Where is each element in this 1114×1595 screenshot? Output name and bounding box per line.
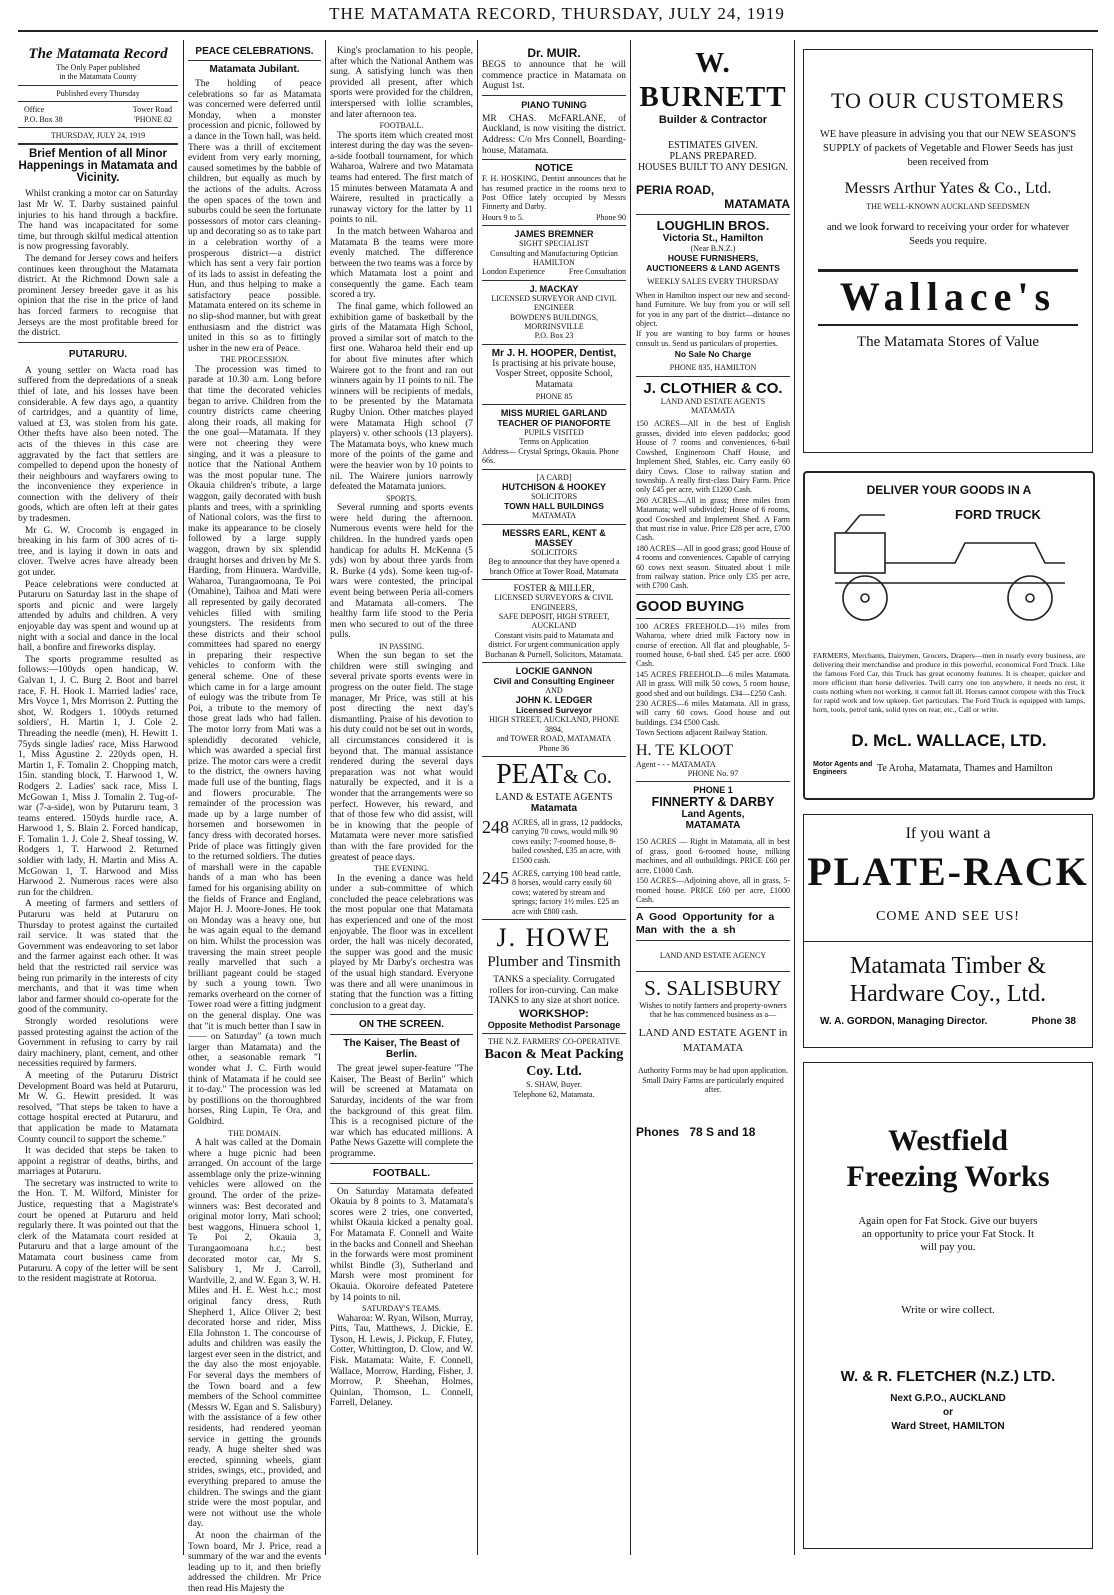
ad-piano-text: MR CHAS. McFARLANE, of Auckland, is now visiting the district. Address: C/o Mrs Connell, Boarding-house, Matamata. [482,113,626,156]
ad-mackay-name: J. MACKAY [529,283,579,294]
paragraph: At noon the chairman of the Town board, Mr J. Price, read a summary of the war and the events leading up to it, and then briefly addressed the children. Mr Price then read His Majesty the [188,1530,321,1594]
paragraph: Waharoa: W. Ryan, Wilson, Murray, Pitts, Tau, Matthews, J. Dickie, E. Tyson, H. Lewis, J. Pickup, F. Flutey, Cotter, Whittington, D. Clow, and W. Fisk. Matamata: Waite, F. Connell, Wallace, Morrow, Harding, Fisher, J. Morrow, P. Sheehan, Holmes, Quinlan, Thomson, L. Connell, Farrell, Delaney. [330,1313,473,1409]
ad-westfield-write: Write or wire collect. [901,1304,995,1316]
paragraph: When the sun began to set the children were still swinging and several private sports events were in progress on the outer field. The stage manager, Mr Price, was still at his post directing the next day's dismantling. Praise of his devotion to his duty could not be set out in words, all circumstances considered it is beyond that. The manual assistance rendered during the several days preparation was not what would naturally be expected, and it is a wonder that the arrangements were so perfect. However, his reward, and that of those few who did assist, will be in knowing that the people of Matamata were never more satisfied than with the fare provided for the greatest of peace days. [330,651,473,863]
paragraph: The sports programme resulted as follows:—100yds open handicap, W. Galvan 1, J. C. Burg 2. Boot and barrel race, F. H. Hook 1. Married ladies' race, Mrs Voyce 1, Mrs Morrison 2. Putting the shot, W. Rodgers 1. 100yds returned soldiers', H. Martin 1, J. Cole 2. Threading the needle (men), H. Hewitt 1. 75yds single ladies' race, Miss Harwood 1, Miss Agustine 2. 220yds open, H. Martin 1, F. Tomalin 2. Chopping match, 15in. standing block, T. Harwood 1, W. Rodgers 2. Ladies' sack race, Miss I. McGowan 1, Miss J. Tomalin 2. Tug-of-war (7-a-side), won by Putaruru team, 3 teams entered. 150yds hurdle race, A. Harwood 1, S. Blain 2. Forced handicap, F. Tomalin 1. J. Cole 2. Sheaf tossing, W. Rodgers 1, T. Harwood 2. Returned soldier with lady, H. Martin and Miss A. McGowan 1, T. Harwood and Miss Harwood 2. Numerous races were also run for the children. [18,654,178,898]
ad-kloot-phone: PHONE No. 97 [687,769,739,779]
paragraph: The final game, which followed an exhibition game of basketball by the girls of the Matamata High School, proved a similar sort of match to the first one. Waharoa held their end up for about five minutes after which Wairere got to the front and ran out winners again by 11 points to nil. The winners will be recipients of medals, to be presented by the Matamata Rugby Union. Other matches played were Matamata High school (7 players) v. other schools (13 players). The Matamata boys, who knew much more of the points of the game and were the heavier won by 10 points to nil. The Wairere juniors narrowly defeated the Matamata juniors. [330,302,473,493]
ad-salisbury-small: Small Dairy Farms are particularly enquired after. [642,1075,784,1095]
subheading: FOOTBALL. [379,121,424,131]
ad-peat-co: & Co. [563,765,612,788]
ad-timber-director: W. A. GORDON, Managing Director. [820,1016,988,1027]
paragraph: The secretary was instructed to write to the Hon. T. M. Wilford, Minister for Justice, requesting that a Magistrate's court be opened at Putaruru and held regularly there. It was pointed out that the clerk of the Matamata court resided at Putaruru and that a large amount of the Matamata court business came from Putaruru. A copy of the letter will be sent to the resident magistrate at Rotorua. [18,1178,178,1285]
ad-notice-text: F. H. HOSKING, Dentist announces that he has resumed practice in the rooms next to Post Office lately occupied by Messrs Finnerty and Darby. [482,174,626,212]
ad-howe-text: TANKS a speciality. Corrugated rollers for iron-curving. Can make TANKS to any size at short notice. [488,975,620,1007]
paragraph: The demand for Jersey cows and heifers continues keen throughout the Matamata district. At the Richmond Down sale a prominent Jersey breeder gave it as his opinion that the rise in the price of land has forced farmers to recognise that Jerseys are the most profitable breed for the district. [18,254,178,339]
ad-burnett-name: W. BURNETT [639,47,787,113]
column-rule [794,40,795,1555]
ad-fd-listing: 150 ACRES — Right in Matamata, all in best of grass, good 6-roomed house, milking machines, and all outbuildings. PRICE £60 per acre, £1000 Cash. [636,837,790,875]
ad-garland-pupils: PUPILS VISITED [524,428,584,438]
tagline: in the Matamata County [59,72,137,82]
ad-salisbury-phones: Phones 78 S and 18 [636,1124,756,1139]
ad-ekm-text: Beg to announce that they have opened a branch Office at Tower Road, Matamata [488,557,620,576]
masthead: THE MATAMATA RECORD, THURSDAY, JULY 24, 1919 [329,4,785,23]
ad-fm-name: FOSTER & MILLER, [513,583,595,594]
ad-burnett-line: ESTIMATES GIVEN. [668,140,758,151]
subheading: SATURDAY'S TEAMS. [362,1304,441,1314]
ad-box-ford [803,471,1095,800]
ad-card: [A CARD] [536,472,572,482]
paragraph: It was decided that steps be taken to appoint a registrar of deaths, births, and marriages at Putaruru. [18,1146,178,1178]
paragraph: The holding of peace celebrations so far as Matamata was concerned were deferred until Monday, when a monster procession and picnic, followed by a dance in the Town hall, was held. There was a thrill of excitement evident from very early morning, caused sometimes by the babble of children, but equally as much by the actions of the adults. Across the open spaces of the town and suburbs could be seen the fortunate possessors of motor cars cleaning-up and decorating so as to take part in a celebration worthy of a prosperous district—a district which has sent a very fair portion of its lads to assist in defeating the Hun, and thus helping to make a satisfactory peace possible. Matamata entered on its scheme in no slip-shod manner, but with great enthusiasm and the district was united in this so as to fittingly usher in the new era of Peace. [188,79,321,354]
ad-clothier-listing: 260 ACRES—All in grass; three miles from Matamata; well subdivided; House of 6 rooms, good Cowshed and Implement Shed. A Farm that must rise in value. Price £28 per acre, £700 Cash. [636,495,790,543]
ad-westfield-firm: W. & R. FLETCHER (N.Z.) LTD. [840,1368,1056,1385]
ad-box-timber [803,814,1093,1048]
ad-fd-title: Land Agents, [681,809,745,821]
paragraph: The procession was timed to parade at 10.30 a.m. Long before that time the decorated vehicles began to arrive. Children from the country districts came cheering along their roads, all making for the one goal—Matamata. If they were not cheering they were singing, and it was a pleasure to notice that the National Anthem was the most popular tune. The Okauia children's tribute, a large waggon, gaily decorated with bush plants and trees, with a sprinkling of National colors, was the first to make its appearance to be closely followed by a large supply waggon, drawn by six splendid draught horses and driven by Mr S. Harding, from Hinuera. Wardville, Waharoa, Turangaomoana, Te Poi (Omahine), Taihoa and Mati were all represented by gaily decorated vehicles filled with smiling youngsters. The residents from these districts and their school committees had spared no energy in preparing their respective vehicles to conform with the general scheme. One of these which came in for a large amount of eulogy was the tribute from Te Poi, a tribute to the memory of those great lads who had fallen. The motor lorry from Mati was a splendidly decorated vehicle, which was awarded a special first prize. The motor cars were a credit to the district, the owners having made full use of the bunting, flags and flowers procurable. The remainder of the procession was made up by a large number of horsemen and horsewomen in fancy dress with decorated horses. Pride of place was fittingly given to the returned soldiers. The duties of marshall were in the capable hands of a man who has been famed for his organising ability on the fields of France and England, Major H. J. Moore-Jones. He took on Monday was a heavy one, but he was again equal to the demand on him. Whilst the procession was traversing the main street people really marvelled that such a brilliant pageant could be staged by such a young town. Two remarks overheard on the corner of Tower road were a fitting judgment on the general display. One was that "it is much better than I saw in —— on Saturday" (a town much larger than Matamata) and the other, a seasonable remark "I wonder what J. C. Firth would think of Matamata if he could see it to-day." The procession was led by postillions on the thoroughbred horses, Ring Lupin, Te Ora, and Goldbird. [188,364,321,1127]
ad-opportunity: A Good Opportunity for a Man with the a sh [636,911,775,937]
subheading: THE EVENING. [373,864,430,874]
ad-hooper-text: Is practising at his private house, Vosper Street, opposite School, Matamata [492,358,616,391]
ad-box-westfield [803,1062,1093,1549]
ad-ford-title-2: FORD TRUCK [955,507,1041,522]
ad-loughlin-nosale: No Sale No Charge [674,349,752,360]
ad-notice-heading: NOTICE [535,163,573,175]
ad-mackay-box: P.O. Box 23 [534,331,574,341]
column-rule [477,40,478,1555]
ad-kl-name: JOHN K. LEDGER [515,695,593,706]
subheading: THE DOMAIN. [228,1128,281,1138]
ad-notice-phone: Phone 90 [596,212,626,222]
ad-hh-town: MATAMATA [531,511,577,521]
ad-bremner-free: Free Consultation [568,267,626,277]
ad-kloot-agent: Agent - - - MATAMATA [636,759,716,769]
ad-goodbuying-heading: GOOD BUYING [636,597,745,615]
paragraph: King's proclamation to his people, after which the National Anthem was sung. A satisfying lunch was then provided all present, after which sports were provided for the children, interspersed with lollie scrambles, and later afternoon tea. [330,46,473,120]
ad-westfield-text: Again open for Fat Stock. Give our buyers an opportunity to price your Fat Stock. It will pay you. [858,1216,1038,1253]
ad-clothier-listing: 180 ACRES—All in good grass; good House of 4 rooms and conveniences. Capable of carrying 60 cows next season. Situated about 1 mile from railway station. Price only £35 per acre, with £700 Cash. [636,543,790,591]
ad-garland-title: TEACHER OF PIANOFORTE [497,418,611,429]
ad-nzf-title: Bacon & Meat Packing Coy. Ltd. [484,1047,624,1080]
ad-kl-addr: HIGH STREET, AUCKLAND, PHONE 3894, [489,715,619,734]
ad-nzf-phone: Telephone 62, Matamata. [513,1089,595,1099]
paragraph: In the evening a dance was held under a sub-committee of which concluded the peace celebrations was the most popular one that Matamata has experienced and one of the most enjoyable. The floor was in excellent order, the hall was nicely decorated, the supper was good and the music played by Mr Darby's orchestra was of the usual high standard. Everyone was there and all were unanimous in stating that the function was a fitting conclusion to a great day. [330,873,473,1011]
ad-howe-title: Plumber and Tinsmith [487,954,621,971]
ad-loughlin-text: If you are wanting to buy farms or houses consult us. Send us particulars of properties. [636,329,790,348]
column-4-ads [482,46,626,1554]
column-rule [325,40,326,1555]
paragraph: Peace celebrations were conducted at Putaruru on Saturday last in the shape of sports and picnic and were largely attended by adults and children. A very enjoyable day was spent and wound up at night with a social and dance in the local hall, a bonfire and fireworks display. [18,579,178,654]
truck-cab-icon [835,533,885,573]
paragraph: Mr G. W. Crocomb is engaged in breaking in his farm of 300 acres of ti-tree, and is laying it down in oats and clover. Twelve acres have already been got under. [18,525,178,579]
ad-garland-addr: Address— Crystal Springs, Okauia. Phone 66s. [482,446,619,466]
paragraph: A young settler on Wacta road has suffered from the depredations of a sneak thief of late, and his losses have been considerable. A few days ago, a quantity of cartridges, and a quantity of lime, valued at £3, was stolen from his gate. Other thefts have also been noted. The acts of the thieves in this case are aggravated by the fact that settlers are compelled to depend upon the honesty of their neighbours and wayfarers owing to the inconvenience they experience in connection with the delivery of their goods, which are often left at their gates by tradesmen. [18,365,178,525]
column-6-ads [800,46,1098,1554]
ad-burnett-line: HOUSES BUILT TO ANY DESIGN. [637,162,789,173]
ad-howe-workshop: WORKSHOP: [519,1007,589,1020]
ad-ford-towns: Te Aroha, Matamata, Thames and Hamilton [877,763,1053,774]
ad-loughlin-name: LOUGHLIN BROS. [656,218,770,233]
ad-wallace-name: Wallace's [839,274,1057,320]
ad-burnett-road: PERIA ROAD, [636,183,715,197]
column-5-ads [636,46,790,1554]
ad-howe-addr: Opposite Methodist Parsonage [487,1019,621,1030]
ad-timber-name: Matamata Timber & Hardware Coy., Ltd. [849,953,1047,1007]
ad-ford-dealer: D. McL. WALLACE, LTD. [851,731,1047,750]
football-heading: FOOTBALL. [372,1167,431,1179]
ad-goodbuying-listing: 100 ACRES FREEHOLD—1½ miles from Waharoa, where dried milk Factory now in course of erection. All flat and ploughable, 5-roomed house, 6-bail shed. £45 per acre. £600 Cash. [636,621,790,669]
office-phone: 'PHONE 82 [133,114,172,124]
ad-hh-sol: SOLICITORS [530,492,578,502]
paragraph: In the match between Waharoa and Matamata B the teams were more evenly matched. The difference between the two teams was a force by which Matamata lost a point and consequently the game. Each team scored a try. [330,226,473,301]
ad-goodbuying-listing: Town Sections adjacent Railway Station. [636,728,768,738]
ad-plate-come: COME AND SEE US! [876,909,1020,924]
ad-lg-and: AND [545,685,563,695]
ad-bremner-exp: London Experience [482,267,545,277]
ad-agency: LAND AND ESTATE AGENCY [659,951,767,961]
published-line: Published every Thursday [56,88,140,98]
ad-goodbuying-listing: 145 ACRES FREEHOLD—6 miles Matamata. All in grass. Will milk 50 cows, 5 room house, good shed and out buildings. £34—£250 Cash. [636,669,790,698]
ad-customers-firm: Messrs Arthur Yates & Co., Ltd. [844,180,1052,197]
ad-ford-text: FARMERS, Merchants, Dairymen, Grocers, Drapers—men in nearly every business, are delivering their merchandise and produce in this powerful, economical Ford Truck. Like the famous Ford Car, this Truck has great economy features. It is cheaper, quicker and more efficient than horse deliveries. Twill carry one ton anywhere, it needs no rest, it costs nothing when not working, it cannot fall ill. Horses cannot compete with this Truck for rapid work and low upkeep. Get particulars. The Ford Truck is equipped with lamps, horn, tools, petrol tank, solid tyres on rear, etc., Call or write. [813,651,1085,714]
paragraph: Strongly worded resolutions were passed protesting against the action of the Government in refusing to carry by rail dairy machinery, plant, cement, and other necessities required by farmers. [18,1016,178,1070]
paragraph: A halt was called at the Domain where a huge picnic had been arranged. On account of the large assemblage only the prize-winning vehicles were allowed on the ground. The order of the prize-winners was: Best decorated and original motor lorry, Mati school; best waggons, Hinuera school 1, Te Poi 2, Okauia 3, Turangaomoana h.c.; best decorated motor car, Mr S. Salisbury 1, Mr J. Carroll, Wardville, 2, and W. Egan 3, W. H. Miles and H. E. West h.c.; most original fancy dress, Ruth Shepherd 1, Alice Oliver 2; best decorated horse and rider, Miss Ella Johnston 1. The concourse of adults and children was easily the largest ever seen in the district, and the day also the most enjoyable. For several days the members of the Town board and a few members of the School committee (Messrs W. Egan and S. Salisbury) with the assistance of a few other residents, had rendered yeoman service in getting the grounds ready. A huge shelter shed was erected, spinning wheels, giant strides, swings, etc., provided, and everything prepared to amuse the children. The swings and the giant stride were the most popular, and were not without use the whole day. [188,1138,321,1530]
ad-kl-addr2: and TOWER ROAD, MATAMATA [496,734,612,744]
ad-kloot-name: H. TE KLOOT [636,741,734,759]
ad-lg-name: LOCKIE GANNON [515,665,593,676]
column-rule [630,40,631,1555]
ad-burnett-town: MATAMATA [724,197,790,211]
ad-fd-name: FINNERTY & DARBY [651,795,775,810]
ad-ekm-sol: SOLICITORS [530,547,578,557]
ad-hooper-name: Mr J. H. HOOPER, Dentist, [491,347,617,359]
ad-clothier-name: J. CLOTHIER & CO. [643,379,783,397]
column-3 [330,46,473,1554]
article-heading: PEACE CELEBRATIONS. [195,46,314,57]
ad-fd-listing: 150 ACRES—Adjoining above, all in grass, 5-roomed house. PRICE £60 per acre, £1000 Cash. [636,876,790,904]
subheading: IN PASSING. [378,641,425,651]
ad-piano-heading: PIANO TUNING [521,99,587,110]
ad-fd-phone: PHONE 1 [693,785,733,796]
ad-plate-want: If you want a [905,825,991,842]
ad-wallace-tagline: The Matamata Stores of Value [856,334,1040,351]
ad-bremner-title: SIGHT SPECIALIST [519,239,589,249]
ad-fd-town: MATAMATA [685,820,741,832]
ad-clothier-title: LAND AND ESTATE AGENTS [660,396,766,406]
paper-name: The Matamata Record [28,46,168,62]
paragraph: A meeting of the Putaruru District Development Board was held at Putaruru, Mr W. G. Hewitt presided. It was resolved, "That steps be taken to have a cottage hospital erected at Putaruru, and that application be made to Matamata County council to support the scheme." [18,1070,178,1145]
ad-lg-title: Civil and Consulting Engineer [493,675,615,686]
ad-fm-text: Constant visits paid to Matamata and district. For urgent communication apply Buchanan & Purnell, Solicitors, Matamata. [485,630,623,659]
ad-fm-addr: SAFE DEPOSIT, HIGH STREET, AUCKLAND [498,611,610,631]
ad-notice-hours: Hours 9 to 5. [482,212,524,222]
paragraph: The great jewel super-feature "The Kaiser, The Beast of Berlin" which will be screened at Matamata on Saturday, incidents of the war from the background of this great film. This is a recognised picture of the war which has educated millions. A Pathe News Gazette will complete the programme. [330,1064,473,1160]
ad-ekm-name: MESSRS EARL, KENT & MASSEY [502,527,606,548]
ad-customers-title: TO OUR CUSTOMERS [830,88,1065,113]
ad-salisbury-name: S. SALISBURY [644,975,782,1000]
ad-customers-text2: and we look forward to receiving your order for whatever Seeds you require. [826,222,1070,248]
headline: Brief Mention of all Minor Happenings in Matamata and Vicinity. [18,148,178,185]
po-box: P.O. Box 38 [24,114,63,124]
ad-westfield-or: or [943,1407,953,1418]
ad-customers-text: WE have pleasure in advising you that our NEW SEASON'S SUPPLY of packets of Vegetable and Flower Seeds has just been received from [819,129,1077,168]
ad-goodbuying-listing: 230 ACRES—6 miles Matamata. All in grass, will carry 60 cows. Good house and out buildings. £34 £500 Cash. [636,699,790,727]
ad-burnett-title: Builder & Contractor [658,114,768,126]
tagline: The Only Paper published [56,63,140,72]
ad-ford-title-1: DELIVER YOUR GOODS IN A [866,483,1032,497]
ad-westfield-addr1: Next G.P.O., AUCKLAND [890,1393,1006,1404]
ad-clothier-town: MATAMATA [690,406,736,416]
ad-peat-text-2: ACRES, carrying 100 head cattle, 8 horses, would carry easily 60 cows; watered by stream and springs; factory 1½ miles. £25 an acre with £800 cash. [512,869,621,916]
screen-subheading: The Kaiser, The Beast of Berlin. [343,1038,460,1061]
ad-loughlin-text: When in Hamilton inspect our new and second-hand Furniture. We buy from you or will sell for you in any part of the district—distance no object. [636,290,790,329]
masthead-rule [18,30,1098,32]
ad-loughlin-sales: WEEKLY SALES EVERY THURSDAY [647,277,779,287]
screen-heading: ON THE SCREEN. [358,1019,444,1031]
ad-mackay-addr: BOWDEN'S BUILDINGS, MORRINSVILLE [509,312,599,332]
ad-westfield-name: Westfield Freezing Works [846,1124,1050,1193]
date-line: THURSDAY, JULY 24, 1919 [50,131,146,141]
ad-salisbury-text: Wishes to notify farmers and property-owners that he has commenced business as a— [639,1000,787,1020]
ad-box-customers [803,49,1093,453]
ad-ford-motor: Motor Agents and Engineers [813,761,873,776]
ad-loughlin-addr: Victoria St., Hamilton [662,233,764,244]
subheading: THE PROCESSION. [220,355,289,365]
paragraph: A meeting of farmers and settlers of Putaruru was held at Putaruru on Thursday to protest against the curtailed rail service. It was stated that the Government was endeavoring to set labor and the farmer against each other. It was held that the restricted rail service was being run primarily in the interests of city merchants, and that it was time when labor and farmer should co-operate for the good of the community. [18,899,178,1016]
ad-hh-name: HUTCHISON & HOOKEY [501,482,606,493]
ad-burnett-line: PLANS PREPARED. [669,151,757,162]
ad-fm-title: LICENSED SURVEYORS & CIVIL ENGINEERS, [494,593,614,612]
ad-kl-title: Licensed Surveyor [515,705,593,716]
ad-howe-name: J. HOWE [496,923,612,953]
ad-bremner-line: Consulting and Manufacturing Optician [490,248,618,258]
ad-hh-building: TOWN HALL BUILDINGS [504,501,604,512]
ad-peat-acres-1: 248 [482,816,509,837]
ad-clothier-listing: 150 ACRES—All in the best of English grasses, divided into eleven paddocks; good House of 7 rooms and conveniences, 6-bail Cowshed, Engineroom Chaff House, and Implement Shed, Stables, etc. Carry easily 60 dairy Cows. Close to railway station and township. A really first-class Dairy Farm. Price only £45 per acre, with £1200 Cash. [636,419,790,495]
ad-salisbury-forms: Authority Forms may be had upon application. [638,1065,788,1075]
ad-nzf-buyer: S. SHAW, Buyer. [526,1080,582,1090]
ad-plate-name: PLATE-RACK [807,849,1089,894]
ad-peat-name: PEAT [496,758,563,790]
ad-peat-title: LAND & ESTATE AGENTS [495,791,613,803]
ad-loughlin-phone: PHONE 835, HAMILTON [669,363,757,373]
paragraph: On Saturday Matamata defeated Okauia by 8 points to 3. Matamata's scores were 2 tries, one converted, whilst Okauia kicked a penalty goal. For Matamata F. Connell and Waite in the backs and Connell and Sheehan in the forwards were most prominent whilst Bindle (3), Sutherland and Marsh were most prominent for Okauia. Okoroire defeated Patetere by 14 points to nil. [330,1186,473,1303]
column-1 [18,46,178,1554]
ad-garland-terms: Terms on Application [519,437,589,447]
ad-westfield-addr2: Ward Street, HAMILTON [891,1421,1005,1432]
ad-mackay-title: LICENSED SURVEYOR AND CIVIL ENGINEER [491,293,617,313]
paragraph: The sports item which created most interest during the day was the seven-a-side football tournament, for which Waharoa, Walrere and two Matamata teams had entered. The first match of 15 minutes between Matamata A and Wairere, resulted in practically a runaway victory for the latter by 11 points to nil. [330,130,473,226]
ad-bremner-town: HAMILTON [533,258,575,267]
ad-muir-text: BEGS to announce that he will commence practice in Matamata on August 1st. [482,60,626,92]
office-value: Tower Road [132,105,172,115]
ad-peat-text-1: ACRES, all in grass, 12 paddocks, carrying 70 cows, would milk 90 cows easily; 7-roomed house, 8-bailed cowshed, £35 an acre, with £1500 cash. [512,817,623,865]
article-subheading: Matamata Jubilant. [209,64,300,75]
office-label: Office [24,105,45,115]
truck-body-icon [885,543,1065,563]
ad-muir-name: Dr. MUIR. [527,46,581,60]
ford-truck-illustration-icon [815,503,1083,643]
ad-loughlin-title: HOUSE FURNISHERS, AUCTIONEERS & LAND AGENTS [646,253,780,274]
ad-hooper-phone: PHONE 85 [535,391,573,401]
ad-peat-town: Matamata [530,802,578,814]
ad-timber-phone: Phone 38 [1031,1016,1076,1027]
ad-nzf-head: THE N.Z. FARMERS' CO-OPERATIVE [488,1036,620,1046]
ad-loughlin-near: (Near B.N.Z.) [690,244,736,253]
ad-bremner-name: JAMES BREMNER [514,229,594,240]
column-2 [188,46,321,1594]
ad-peat-acres-2: 245 [482,868,509,888]
column-rule [183,40,184,1555]
ad-customers-seeds: THE WELL-KNOWN AUCKLAND SEEDSMEN [866,202,1030,211]
paragraph: Whilst cranking a motor car on Saturday last Mr W. T. Darby sustained painful injuries to his hand through a backfire. The hand was incapacitated for some time, but through skilful medical attention is now progressing favorably. [18,189,178,253]
subheading: SPORTS. [386,493,417,503]
subheading: PUTARURU. [68,348,128,360]
ad-garland-name: MISS MURIEL GARLAND [500,408,608,419]
ad-salisbury-title: LAND AND ESTATE AGENT in MATAMATA [638,1026,788,1054]
paragraph: Several running and sports events were held during the afternoon. Numerous events were held for the children. In the hundred yards open handicap for adults H. McKenna (5 yds) won by about three yards from R. Burke (4 yds). Some keen tug-of-wars were contested, the principal event being between Peria all-comers and Matamata all-comers. The healthy farm life stood to the Peria men who secured to out of the three pulls. [330,503,473,641]
ad-kl-phone: Phone 36 [539,743,569,753]
